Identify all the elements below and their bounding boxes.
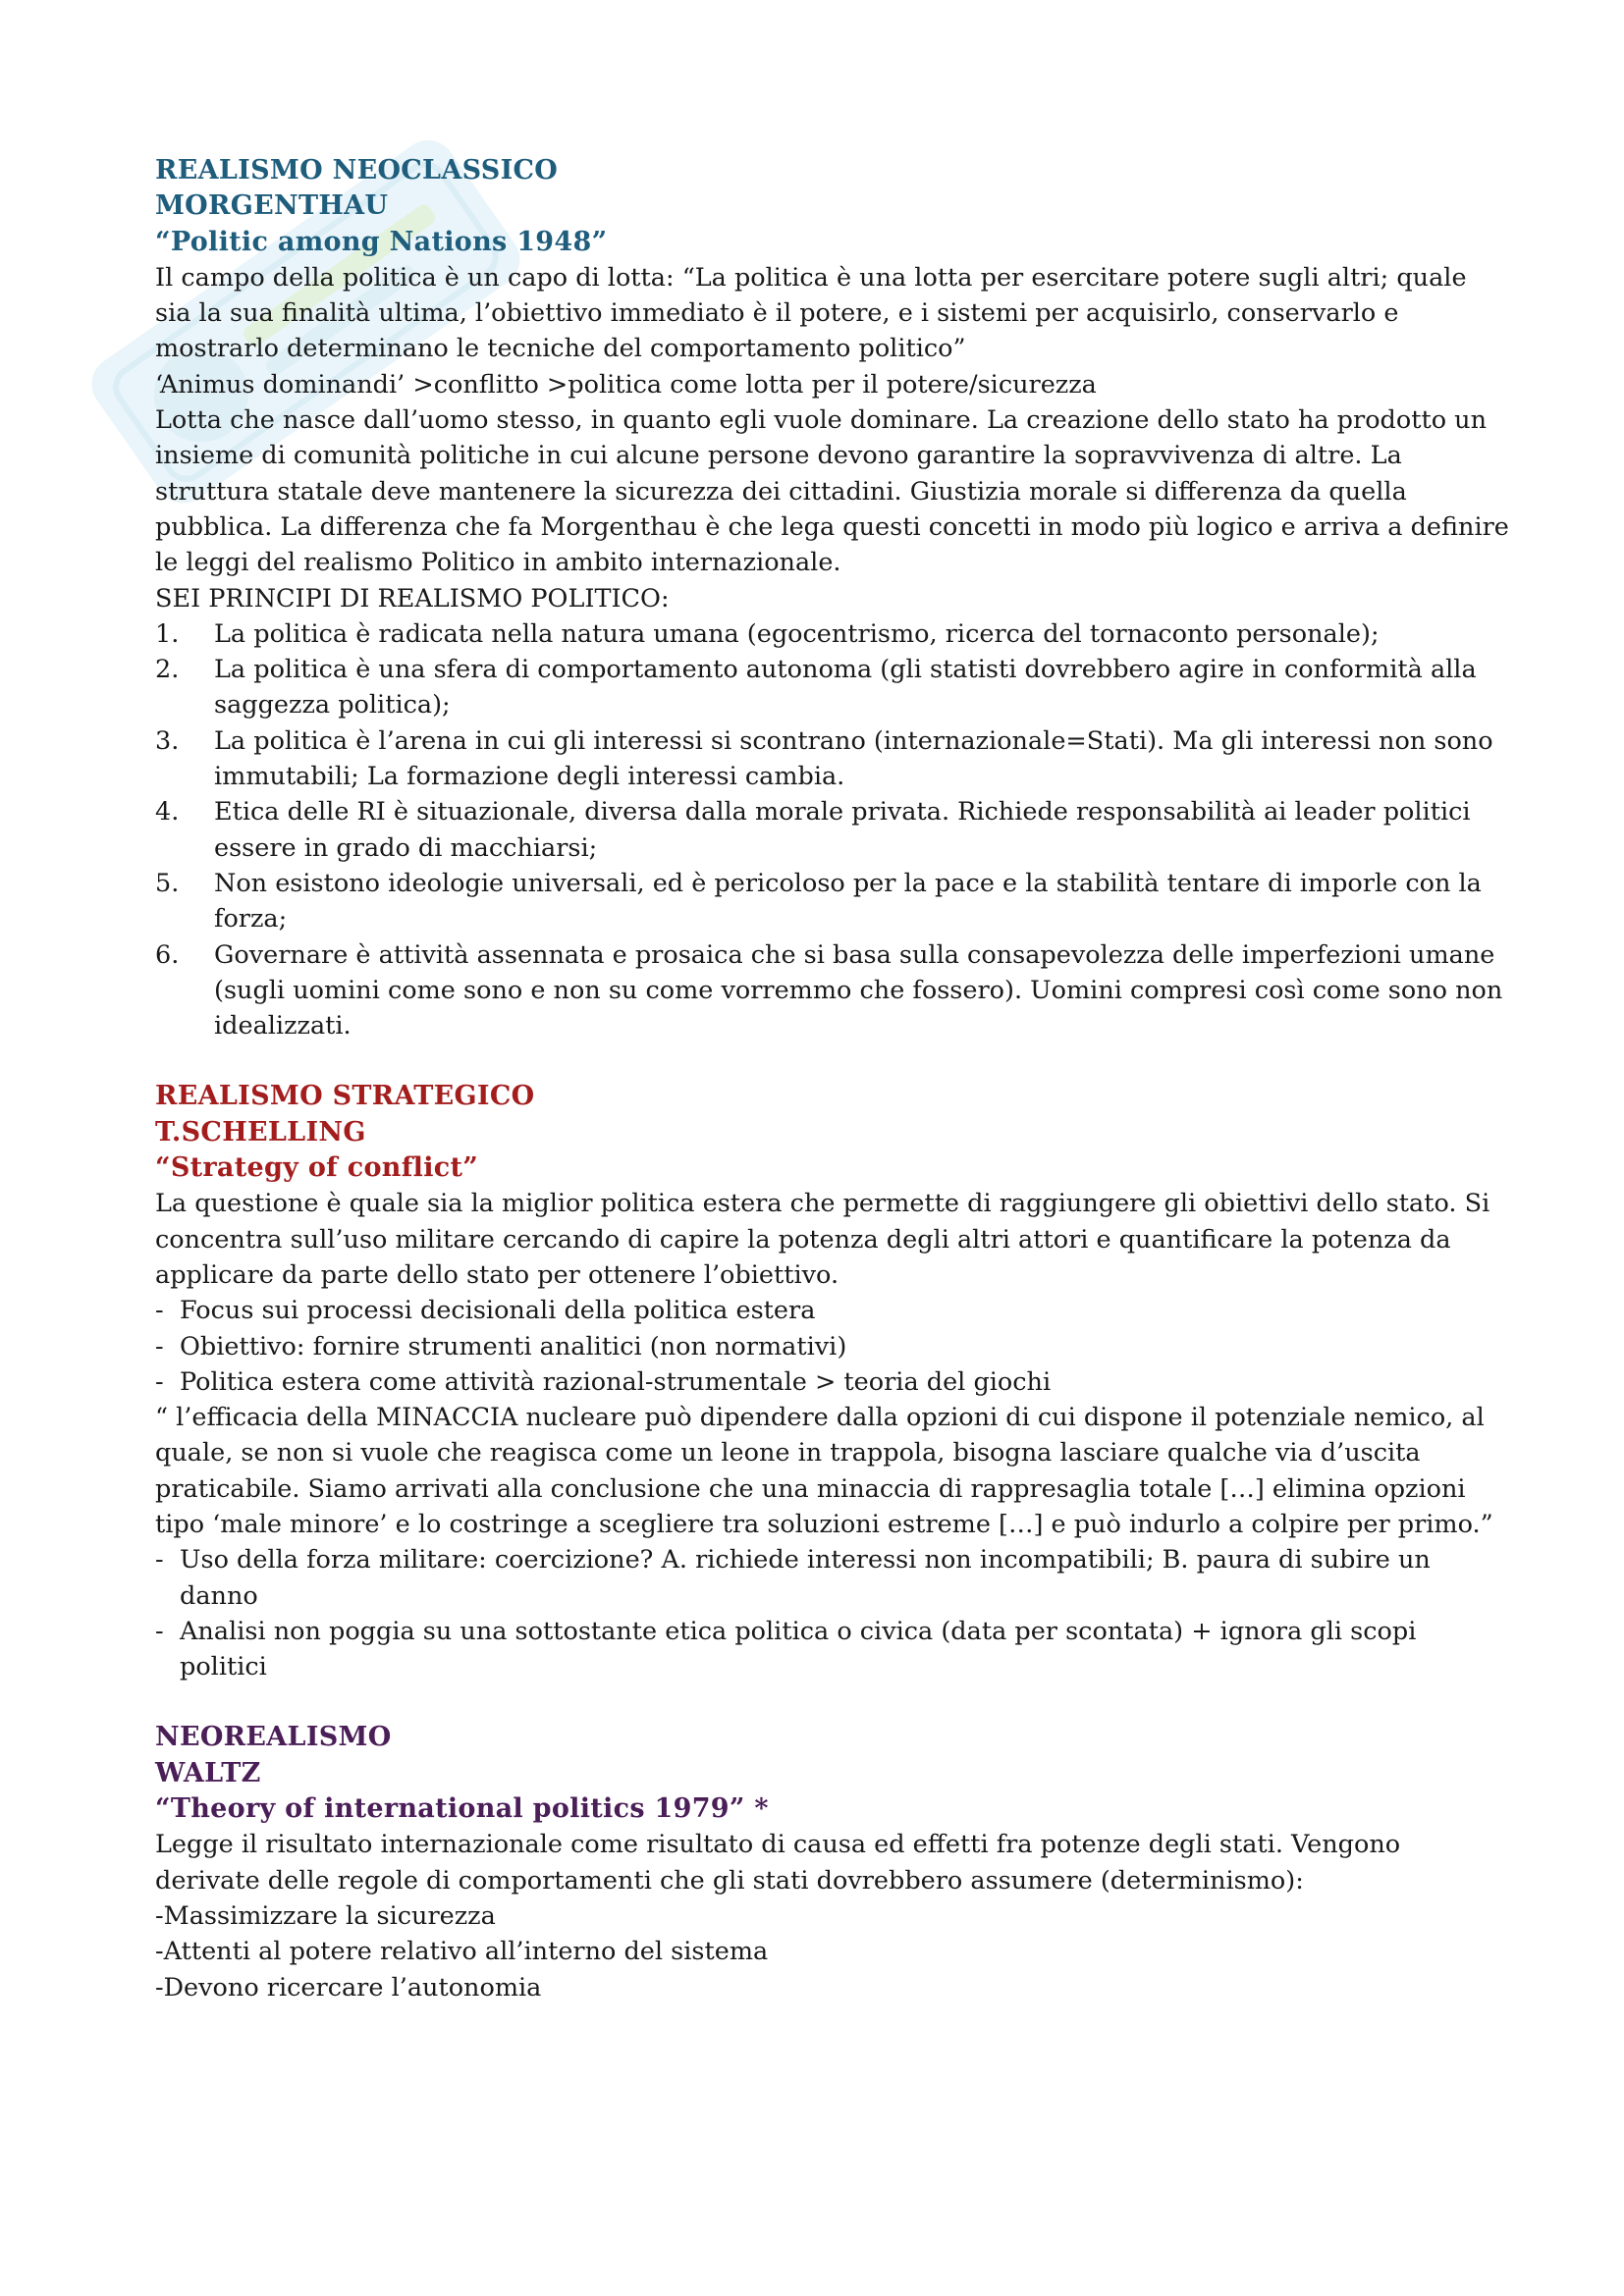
dash-marker: - <box>155 1616 164 1646</box>
paragraph: ‘Animus dominandi’ >conflitto >politica come lotta per il potere/sicurezza <box>155 369 1097 400</box>
list-item-text: Uso della forza militare: coercizione? A. richiede interessi non incompatibili; B. paura di subire un danno <box>180 1545 1431 1611</box>
bullet-list <box>155 1542 1510 1684</box>
list-number: 1. <box>155 618 180 649</box>
list-item-text: Focus sui processi decisionali della politica estera <box>180 1296 816 1326</box>
list-item-text: Analisi non poggia su una sottostante etica politica o civica (data per scontata) + ignora gli scopi politici <box>180 1616 1417 1682</box>
list-item <box>155 1542 1510 1614</box>
list-number: 5. <box>155 868 180 898</box>
list-item <box>155 1329 1510 1364</box>
section-work-title: “Politic among Nations 1948” <box>155 226 608 257</box>
section-title: REALISMO NEOCLASSICO <box>155 155 559 186</box>
paragraph: Il campo della politica è un capo di lotta: “La politica è una lotta per esercitare potere sugli altri; quale sia la sua finalità ultima, l’obiettivo immediato è il potere, e i sistemi per acquisirlo, conservarlo e mostrarlo determinano le tecniche del comportamento politico” <box>155 262 1467 364</box>
rule-item: -Attenti al potere relativo all’interno del sistema <box>155 1937 769 1967</box>
section-title: REALISMO STRATEGICO <box>155 1081 535 1112</box>
section-author: T.SCHELLING <box>155 1116 366 1148</box>
section-author: MORGENTHAU <box>155 190 389 222</box>
list-number: 2. <box>155 655 180 685</box>
list-item <box>155 1364 1510 1400</box>
list-item <box>155 937 1510 1044</box>
list-item-text: Governare è attività assennata e prosaica che si basa sulla consapevolezza delle imperfezioni umane (sugli uomini come sono e non su come vorremmo che fossero). Uomini compresi così come sono non idealizzati. <box>214 939 1503 1041</box>
rule-item: -Devono ricercare l’autonomia <box>155 1972 542 2002</box>
quote-paragraph: “ l’efficacia della MINACCIA nucleare può dipendere dalla opzioni di cui dispone il potenziale nemico, al quale, se non si vuole che reagisca come un leone in trappola, bisogna lasciare qualche via d’uscita praticabile. Siamo arrivati alla conclusione che una minaccia di rappresaglia totale […] elimina opzioni tipo ‘male minore’ e lo costringe a scegliere tra soluzioni estreme […] e può indurlo a colpire per primo.” <box>155 1403 1493 1539</box>
list-item-text: Politica estera come attività razional-strumentale > teoria del giochi <box>180 1366 1052 1397</box>
section-realismo-neoclassico <box>155 153 1510 1043</box>
list-item <box>155 723 1510 795</box>
dash-marker: - <box>155 1296 164 1326</box>
list-item-text: Non esistono ideologie universali, ed è pericoloso per la pace e la stabilità tentare di imporle con la forza; <box>214 868 1482 934</box>
paragraph: Lotta che nasce dall’uomo stesso, in quanto egli vuole dominare. La creazione dello stato ha prodotto un insieme di comunità politiche in cui alcune persone devono garantire la sopravvivenza di altre. La struttura statale deve mantenere la sicurezza dei cittadini. Giustizia morale si differenza da quella pubblica. La differenza che fa Morgenthau è che lega questi concetti in modo più logico e arriva a definire le leggi del realismo Politico in ambito internazionale. <box>155 405 1509 578</box>
section-work-title: “Strategy of conflict” <box>155 1152 479 1184</box>
list-item <box>155 1614 1510 1685</box>
list-item-text: Etica delle RI è situazionale, diversa dalla morale privata. Richiede responsabilità ai leader politici essere in grado di macchiarsi; <box>214 797 1471 863</box>
section-neorealismo <box>155 1720 1510 2004</box>
list-item <box>155 652 1510 723</box>
list-number: 4. <box>155 797 180 828</box>
dash-marker: - <box>155 1545 164 1575</box>
list-item <box>155 794 1510 866</box>
list-item-text: Obiettivo: fornire strumenti analitici (non normativi) <box>180 1331 847 1362</box>
paragraph: Legge il risultato internazionale come risultato di causa ed effetti fra potenze degli stati. Vengono derivate delle regole di comportamenti che gli stati dovrebbero assumere (determinismo): <box>155 1830 1401 1896</box>
list-number: 6. <box>155 939 180 970</box>
list-item <box>155 616 1510 652</box>
paragraph: La questione è quale sia la miglior politica estera che permette di raggiungere gli obiettivi dello stato. Si concentra sull’uso militare cercando di capire la potenza degli altri attori e quantificare la potenza da applicare da parte dello stato per ottenere l’obiettivo. <box>155 1189 1490 1290</box>
list-number: 3. <box>155 725 180 756</box>
list-item-text: La politica è una sfera di comportamento autonoma (gli statisti dovrebbero agire in conformità alla saggezza politica); <box>214 655 1477 721</box>
section-title: NEOREALISMO <box>155 1722 392 1753</box>
list-item-text: La politica è l’arena in cui gli interessi si scontrano (internazionale=Stati). Ma gli interessi non sono immutabili; La formazione degli interessi cambia. <box>214 725 1493 792</box>
principles-heading: SEI PRINCIPI DI REALISMO POLITICO: <box>155 583 670 614</box>
section-realismo-strategico <box>155 1079 1510 1684</box>
document-body <box>155 153 1510 2005</box>
section-work-title: “Theory of international politics 1979” * <box>155 1793 769 1825</box>
list-item <box>155 1293 1510 1328</box>
bullet-list <box>155 1293 1510 1400</box>
rule-item: -Massimizzare la sicurezza <box>155 1900 496 1931</box>
principles-list <box>155 616 1510 1044</box>
dash-marker: - <box>155 1331 164 1362</box>
section-author: WALTZ <box>155 1757 261 1789</box>
list-item <box>155 866 1510 937</box>
list-item-text: La politica è radicata nella natura umana (egocentrismo, ricerca del tornaconto personale); <box>214 618 1380 649</box>
dash-marker: - <box>155 1366 164 1397</box>
